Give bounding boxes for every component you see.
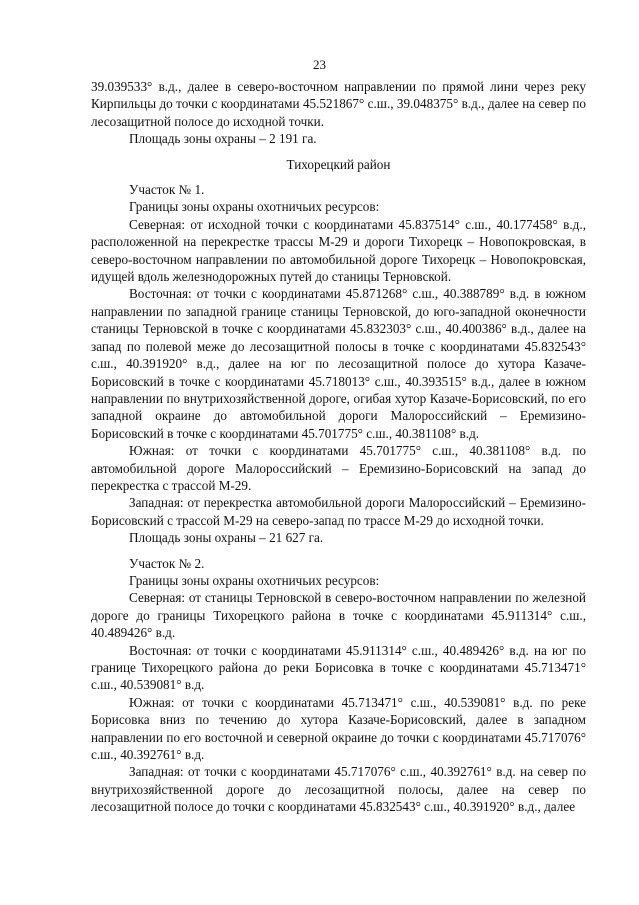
paragraph: Границы зоны охраны охотничьих ресурсов:: [129, 572, 380, 588]
paragraph: 39.039533° в.д., далее в северо-восточном направлении по прямой лини через реку Кирпильцы до точки с координатами 45.521867° с.ш., 39.048375° в.д., далее на север по лесозащитной полосе до исходной точки.: [91, 79, 586, 129]
paragraph: Южная: от точки с координатами 45.701775° с.ш., 40.381108° в.д. по автомобильной дороге Малороссийский – Еремизино-Борисовский на запад до перекрестка с трассой М-29.: [91, 443, 586, 493]
paragraph: Границы зоны охраны охотничьих ресурсов:: [129, 199, 380, 215]
paragraph: Северная: от станицы Терновской в северо-восточном направлении по железной дороге до границы Тихорецкого района в точке с координатами 45.911314° с.ш., 40.489426° в.д.: [91, 590, 586, 641]
document-body: [91, 78, 586, 816]
paragraph: Площадь зоны охраны – 2 191 га.: [129, 131, 317, 147]
section-heading: Тихорецкий район: [286, 156, 391, 172]
paragraph: Западная: от точки с координатами 45.717076° с.ш., 40.392761° в.д. на север по внутрихозяйственной дороге до лесозащитной полосы, далее на север по лесозащитной полосе до точки с координатами 45.832543° с.ш., 40.391920° в.д., далее: [91, 764, 586, 815]
paragraph: Южная: от точки с координатами 45.713471° с.ш., 40.539081° в.д. по реке Борисовка вниз по течению до хутора Казаче-Борисовский, далее в западном направлении по его восточной и северной окраине до точки с координатами 45.717076° с.ш., 40.392761° в.д.: [91, 694, 586, 763]
page-number: 23: [313, 57, 326, 72]
paragraph: Северная: от исходной точки с координатами 45.837514° с.ш., 40.177458° в.д., расположенной на перекрестке трассы М-29 и дороги Тихорецк – Новопокровская, в северо-восточном направлении по автомобильной дороге Тихорецк – Новопокровская, идущей вдоль железнодорожных путей до станицы Терновской.: [91, 216, 586, 285]
paragraph: Площадь зоны охраны – 21 627 га.: [129, 530, 324, 546]
paragraph: Участок № 2.: [129, 555, 205, 571]
paragraph: Восточная: от точки с координатами 45.871268° с.ш., 40.388789° в.д. в южном направлении по западной границе станицы Терновской, до юго-западной оконечности станицы Терновской в точке с координатами 45.832303° с.ш., 40.400386° в.д., далее на запад по полевой меже до лесозащитной полосы в точке с координатами 45.832543° с.ш., 40.391920° в.д., далее на юг по лесозащитной полосе до хутора Казаче-Борисовский в точке с координатами 45.718013° с.ш., 40.393515° в.д., далее в южном направлении по внутрихозяйственной дороге, огибая хутор Казаче-Борисовский, по его западной окраине до автомобильной дороги Малороссийский – Еремизино-Борисовский в точке с координатами 45.701775° с.ш., 40.381108° в.д.: [91, 286, 586, 441]
paragraph: Западная: от перекрестка автомобильной дороги Малороссийский – Еремизино-Борисовский с трассой М-29 на северо-запад по трассе М-29 до исходной точки.: [91, 495, 586, 528]
paragraph: Восточная: от точки с координатами 45.911314° с.ш., 40.489426° в.д. на юг по границе Тихорецкого района до реки Борисовка в точке с координатами 45.713471° с.ш., 40.539081° в.д.: [91, 642, 586, 693]
paragraph: Участок № 1.: [129, 182, 205, 198]
